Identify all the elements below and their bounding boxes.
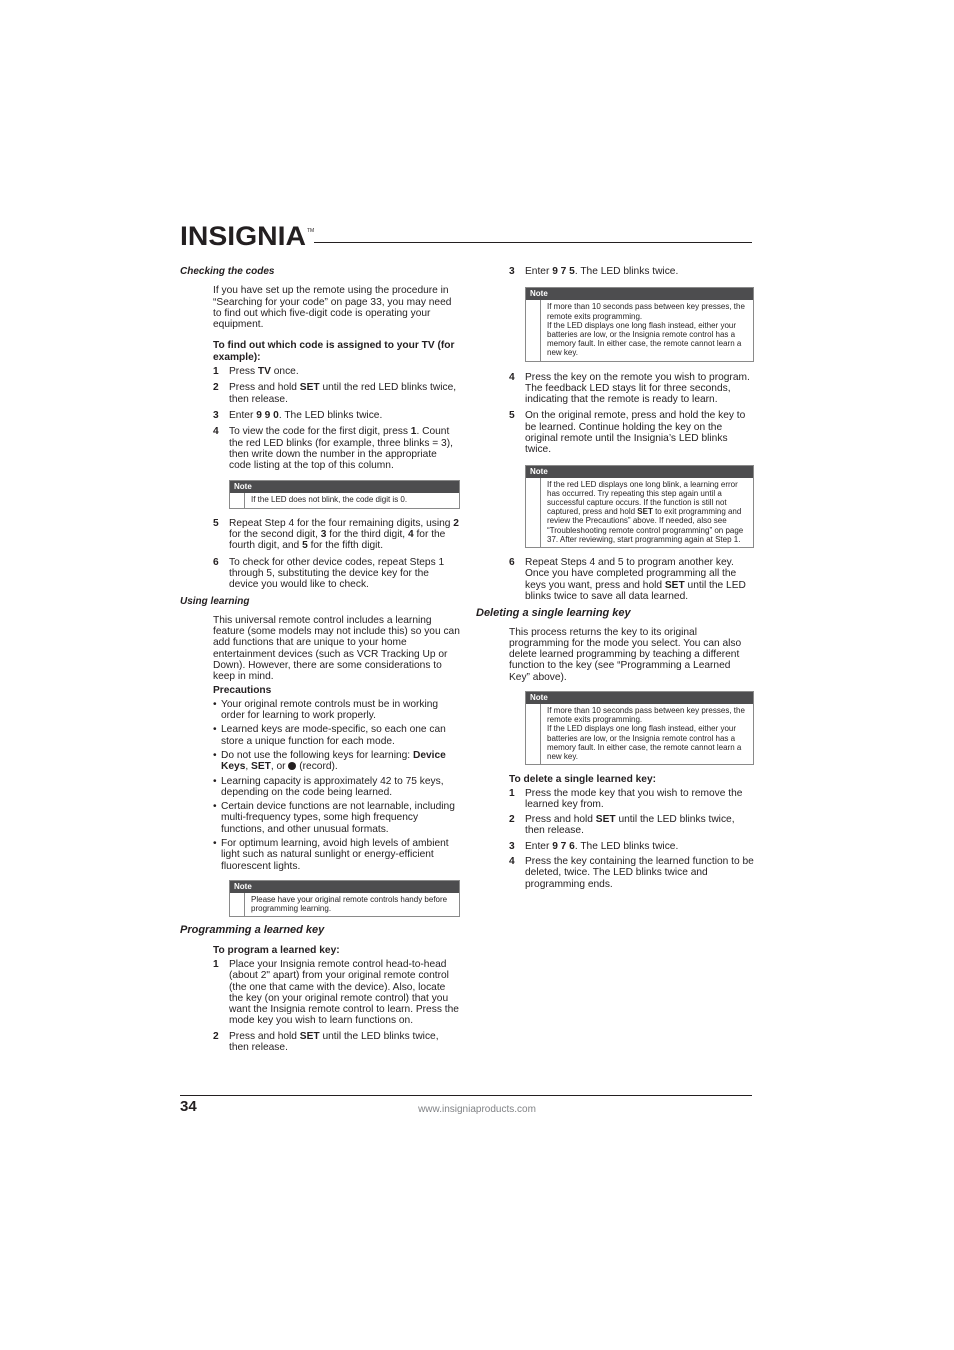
using-learning-heading: Using learning [180, 596, 250, 608]
note-text: If more than 10 seconds pass between key presses, the remote exits programming. [547, 705, 745, 725]
note-text: If the LED displays one long flash instead, either your batteries are low, or the Insignia remote control has a memory fault. In either case, the remote cannot learn a new key. [547, 320, 742, 358]
delete-step-4: 4 Press the key containing the learned function to be deleted, twice. The LED blinks twice and programming ends. [509, 855, 754, 890]
list-item: • Learning capacity is approximately 42 to 75 keys, depending on the code being learned. [213, 775, 444, 798]
note-box [229, 880, 460, 917]
note-text: Please have your original remote controls handy before programming learning. [251, 894, 448, 914]
note-label: Note [526, 288, 753, 300]
precautions-heading: Precautions [213, 684, 272, 696]
step-2: 2 Press and hold SET until the red LED blinks twice, then release. [213, 382, 457, 405]
program-subheading: To program a learned key: [213, 944, 340, 956]
learning-intro: This universal remote control includes a learning feature (some models may not include this) so you can add functions that are unique to your home entertainment devices (such as VCR Tracking Up or Down). However, there are some considerations to keep in mind. [213, 614, 460, 683]
note-box [229, 480, 460, 508]
program-step-3: 3 Enter 9 7 5. The LED blinks twice. [509, 266, 679, 277]
note-box [525, 465, 754, 548]
note-text: If the red LED displays one long blink, a learning error has occurred. Try repeating this step again until a successful capture occurs. If the function is still not captured, press and hold SET to exit programming and review the Precautions” above. If needed, also see “Troubleshooting remote control programming” on page 37. After reviewing, start programming again at Step 1. [547, 479, 744, 544]
step-5: 5 Repeat Step 4 for the four remaining digits, using 2 for the second digit, 3 for the third digit, 4 for the fourth digit, and 5 for the fifth digit. [213, 517, 459, 552]
note-label: Note [526, 466, 753, 478]
header-rule [314, 242, 752, 243]
programming-heading: Programming a learned key [180, 924, 325, 937]
svg-text:TM: TM [307, 228, 315, 234]
svg-text:INSIGNIA: INSIGNIA [180, 221, 306, 248]
note-box [525, 691, 754, 765]
note-text: If more than 10 seconds pass between key presses, the remote exits programming. [547, 302, 745, 321]
page-number: 34 [180, 1098, 197, 1115]
program-step-2: 2 Press and hold SET until the LED blinks twice, then release. [213, 1030, 439, 1054]
footer-rule [180, 1095, 752, 1096]
right-column [476, 266, 754, 890]
list-item: • Certain device functions are not learnable, including multi-frequency types, some high frequency functions, and other unusual formats. [213, 801, 455, 835]
deleting-heading: Deleting a single learning key [476, 607, 631, 620]
program-step-1: 1 Place your Insignia remote control head-to-head (about 2" apart) from your original remote control (the one that came with the device). Also, locate the key (on your original remote control) that you want the Insignia remote control to learn. Press the mode key you wish to learn functions on. [213, 958, 459, 1027]
website-link[interactable]: www.insigniaproducts.com [418, 1104, 536, 1115]
program-step-6: 6 Repeat Steps 4 and 5 to program another key. Once you have completed programming all the keys you want, press and hold SET until the LED blinks twice to save all data learned. [509, 557, 746, 602]
note-label: Note [526, 692, 753, 704]
delete-step-2: 2 Press and hold SET until the LED blinks twice, then release. [509, 814, 735, 837]
delete-step-3: 3 Enter 9 7 6. The LED blinks twice. [509, 840, 679, 852]
note-label: Note [230, 481, 459, 493]
checking-intro: If you have set up the remote using the procedure in “Searching for your code” on page 33, you may need to find out which five-digit code is operating your equipment. [213, 285, 452, 331]
list-item: • Do not use the following keys for learning: Device Keys, SET, or (record). [213, 750, 446, 773]
list-item: • Learned keys are mode-specific, so each one can store a unique function for each mode. [213, 724, 446, 747]
checking-codes-heading: Checking the codes [180, 266, 275, 277]
step-3: 3 Enter 9 9 0. The LED blinks twice. [213, 409, 383, 421]
step-4: 4 To view the code for the first digit, press 1. Count the red LED blinks (for example, three blinks = 3), then write down the number in the appropriate code listing at the top of this column. [213, 426, 453, 472]
step-1: 1 Press TV once. [213, 366, 299, 378]
delete-subheading: To delete a single learned key: [509, 774, 657, 786]
delete-intro: This process returns the key to its original programming for the mode you select. You can also delete learned programming by teaching a different function to the key (see “Programming a Learned Key” above). [509, 626, 742, 683]
insignia-logo [180, 218, 316, 248]
list-item: • Your original remote controls must be in working order for learning to work properly. [213, 698, 439, 722]
note-text: If the LED displays one long flash instead, either your batteries are low, or the Insignia remote control has a memory fault. In either case, the remote cannot learn a new key. [547, 724, 742, 761]
program-step-5: 5 On the original remote, press and hold the key to be learned. Continue holding the key on the original remote until the Insignia’s LED blinks twice. [509, 410, 746, 456]
find-code-heading: To find out which code is assigned to your TV (for example): [213, 340, 455, 363]
note-box [525, 287, 754, 361]
note-label: Note [230, 881, 459, 893]
delete-step-1: 1 Press the mode key that you wish to remove the learned key from. [509, 787, 743, 810]
left-column [180, 266, 460, 1053]
list-item: • For optimum learning, avoid high levels of ambient light such as natural sunlight or energy-efficient fluorescent lights. [213, 838, 449, 872]
program-step-4: 4 Press the key on the remote you wish to program. The feedback LED stays lit for three seconds, indicating that the remote is ready to learn. [509, 371, 750, 406]
step-6: 6 To check for other device codes, repeat Steps 1 through 5, substituting the device key for the device you would like to check. [213, 556, 445, 591]
note-text: If the LED does not blink, the code digit is 0. [251, 495, 408, 505]
